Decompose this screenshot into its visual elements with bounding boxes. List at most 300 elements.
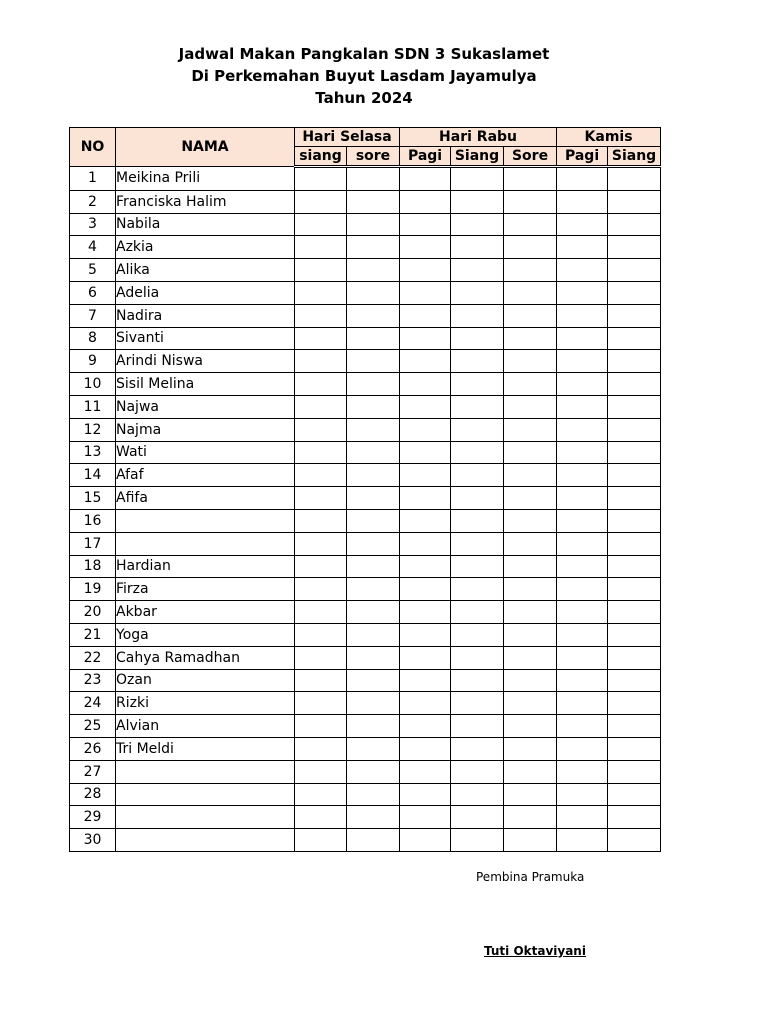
meal-cell-kamis-pagi [557,692,608,715]
table-row [70,441,661,464]
meal-cell-rabu-pagi [400,692,451,715]
meal-cell-kamis-siang [608,373,661,396]
table-row [70,623,661,646]
meal-cell-rabu-pagi [400,532,451,555]
table-row [70,829,661,852]
meal-cell-rabu-siang [451,213,504,236]
meal-cell-kamis-siang [608,167,661,191]
meal-cell-selasa-siang [295,327,347,350]
meal-cell-rabu-siang [451,167,504,191]
row-number: 9 [70,350,116,373]
meal-cell-kamis-siang [608,395,661,418]
meal-cell-rabu-pagi [400,213,451,236]
meal-cell-rabu-siang [451,464,504,487]
header-rabu-siang: Siang [451,147,504,167]
meal-cell-rabu-sore [504,213,557,236]
meal-cell-kamis-siang [608,737,661,760]
meal-schedule-table [69,127,661,852]
meal-cell-rabu-sore [504,692,557,715]
meal-cell-rabu-sore [504,350,557,373]
table-row [70,715,661,738]
row-number: 5 [70,259,116,282]
meal-cell-rabu-sore [504,190,557,213]
meal-cell-rabu-pagi [400,715,451,738]
row-name [116,829,295,852]
meal-cell-selasa-sore [347,190,400,213]
row-name: Najwa [116,395,295,418]
meal-cell-rabu-sore [504,373,557,396]
meal-cell-kamis-pagi [557,281,608,304]
meal-cell-kamis-siang [608,623,661,646]
meal-cell-rabu-pagi [400,167,451,191]
meal-cell-rabu-siang [451,509,504,532]
meal-cell-rabu-pagi [400,464,451,487]
table-row [70,692,661,715]
row-name: Cahya Ramadhan [116,646,295,669]
meal-cell-rabu-pagi [400,783,451,806]
meal-cell-selasa-sore [347,760,400,783]
meal-cell-rabu-siang [451,783,504,806]
meal-cell-rabu-siang [451,715,504,738]
row-number: 6 [70,281,116,304]
meal-cell-selasa-sore [347,373,400,396]
meal-cell-kamis-pagi [557,601,608,624]
row-name: Wati [116,441,295,464]
meal-cell-kamis-siang [608,327,661,350]
meal-cell-rabu-sore [504,715,557,738]
header-day-selasa: Hari Selasa [295,128,400,147]
meal-cell-selasa-siang [295,555,347,578]
row-number: 16 [70,509,116,532]
meal-cell-rabu-sore [504,783,557,806]
table-row [70,760,661,783]
meal-cell-rabu-sore [504,418,557,441]
meal-cell-rabu-sore [504,578,557,601]
meal-cell-selasa-sore [347,715,400,738]
row-name [116,783,295,806]
meal-cell-kamis-siang [608,646,661,669]
row-name: Nadira [116,304,295,327]
table-row [70,190,661,213]
meal-cell-selasa-siang [295,236,347,259]
meal-cell-selasa-siang [295,669,347,692]
meal-cell-selasa-siang [295,715,347,738]
meal-cell-rabu-sore [504,464,557,487]
meal-cell-selasa-sore [347,236,400,259]
row-name: Sivanti [116,327,295,350]
meal-cell-rabu-siang [451,281,504,304]
meal-cell-rabu-pagi [400,646,451,669]
table-row [70,350,661,373]
meal-cell-selasa-sore [347,783,400,806]
row-name: Najma [116,418,295,441]
table-row [70,532,661,555]
meal-cell-rabu-siang [451,806,504,829]
meal-cell-rabu-siang [451,236,504,259]
meal-cell-kamis-pagi [557,327,608,350]
meal-cell-kamis-pagi [557,555,608,578]
meal-cell-selasa-siang [295,509,347,532]
table-row [70,487,661,510]
table-row [70,464,661,487]
meal-cell-kamis-siang [608,213,661,236]
row-number: 4 [70,236,116,259]
row-number: 3 [70,213,116,236]
meal-cell-rabu-sore [504,737,557,760]
meal-cell-rabu-pagi [400,578,451,601]
meal-cell-kamis-pagi [557,646,608,669]
meal-cell-rabu-siang [451,259,504,282]
header-day-kamis: Kamis [557,128,661,147]
meal-cell-kamis-pagi [557,373,608,396]
signer-name: Tuti Oktaviyani [484,944,586,958]
meal-cell-rabu-sore [504,304,557,327]
meal-cell-kamis-siang [608,829,661,852]
meal-cell-selasa-siang [295,646,347,669]
meal-cell-selasa-sore [347,646,400,669]
meal-cell-selasa-siang [295,373,347,396]
meal-cell-selasa-siang [295,783,347,806]
meal-cell-selasa-siang [295,304,347,327]
meal-cell-rabu-pagi [400,760,451,783]
meal-cell-kamis-pagi [557,190,608,213]
row-name: Ozan [116,669,295,692]
meal-cell-rabu-siang [451,601,504,624]
meal-cell-kamis-siang [608,281,661,304]
row-name: Afaf [116,464,295,487]
meal-cell-rabu-siang [451,829,504,852]
meal-cell-selasa-sore [347,464,400,487]
meal-cell-rabu-sore [504,669,557,692]
row-number: 20 [70,601,116,624]
meal-cell-selasa-sore [347,555,400,578]
meal-cell-rabu-siang [451,737,504,760]
row-name [116,509,295,532]
meal-cell-rabu-siang [451,532,504,555]
meal-cell-kamis-pagi [557,350,608,373]
meal-cell-kamis-siang [608,555,661,578]
table-row [70,737,661,760]
meal-cell-selasa-siang [295,259,347,282]
meal-cell-rabu-pagi [400,259,451,282]
meal-cell-selasa-siang [295,167,347,191]
meal-cell-selasa-sore [347,601,400,624]
meal-cell-kamis-pagi [557,464,608,487]
meal-cell-kamis-siang [608,760,661,783]
meal-cell-selasa-sore [347,327,400,350]
meal-cell-selasa-sore [347,692,400,715]
table-row [70,304,661,327]
table-row [70,327,661,350]
meal-cell-kamis-pagi [557,441,608,464]
row-name: Rizki [116,692,295,715]
table-row [70,578,661,601]
meal-cell-selasa-sore [347,213,400,236]
meal-cell-kamis-pagi [557,806,608,829]
meal-cell-selasa-siang [295,601,347,624]
meal-cell-kamis-siang [608,464,661,487]
meal-cell-rabu-pagi [400,418,451,441]
row-name [116,806,295,829]
meal-cell-kamis-pagi [557,829,608,852]
meal-cell-rabu-siang [451,190,504,213]
row-number: 19 [70,578,116,601]
document-year: Tahun 2024 [315,89,413,107]
meal-cell-selasa-sore [347,829,400,852]
meal-cell-rabu-siang [451,692,504,715]
meal-cell-kamis-siang [608,509,661,532]
table-body [70,167,661,852]
header-kamis-pagi: Pagi [557,147,608,167]
meal-cell-rabu-sore [504,760,557,783]
table-row [70,373,661,396]
meal-cell-kamis-pagi [557,783,608,806]
meal-cell-rabu-pagi [400,190,451,213]
meal-cell-kamis-siang [608,259,661,282]
meal-cell-rabu-pagi [400,555,451,578]
meal-cell-rabu-sore [504,441,557,464]
meal-cell-kamis-siang [608,350,661,373]
row-number: 23 [70,669,116,692]
table-row [70,669,661,692]
meal-cell-rabu-sore [504,509,557,532]
meal-cell-kamis-siang [608,304,661,327]
meal-cell-rabu-siang [451,441,504,464]
meal-cell-kamis-siang [608,441,661,464]
row-number: 21 [70,623,116,646]
meal-cell-rabu-siang [451,487,504,510]
meal-cell-kamis-pagi [557,259,608,282]
table-row [70,806,661,829]
meal-cell-kamis-siang [608,487,661,510]
row-number: 13 [70,441,116,464]
meal-cell-rabu-siang [451,669,504,692]
meal-cell-rabu-sore [504,395,557,418]
meal-cell-kamis-siang [608,806,661,829]
meal-cell-selasa-siang [295,464,347,487]
meal-cell-selasa-sore [347,532,400,555]
meal-cell-selasa-sore [347,350,400,373]
table-row [70,555,661,578]
meal-cell-rabu-pagi [400,806,451,829]
meal-cell-kamis-siang [608,532,661,555]
header-nama: NAMA [116,128,295,167]
meal-cell-rabu-pagi [400,829,451,852]
table-row [70,646,661,669]
meal-cell-selasa-sore [347,259,400,282]
row-number: 27 [70,760,116,783]
header-day-rabu: Hari Rabu [400,128,557,147]
meal-cell-selasa-sore [347,737,400,760]
meal-cell-rabu-pagi [400,350,451,373]
table-row [70,236,661,259]
meal-cell-rabu-sore [504,487,557,510]
meal-cell-rabu-sore [504,829,557,852]
row-name: Tri Meldi [116,737,295,760]
meal-cell-selasa-siang [295,623,347,646]
meal-cell-rabu-sore [504,236,557,259]
meal-cell-selasa-siang [295,418,347,441]
meal-cell-kamis-pagi [557,737,608,760]
meal-cell-selasa-siang [295,281,347,304]
meal-cell-selasa-siang [295,441,347,464]
meal-cell-rabu-pagi [400,623,451,646]
row-name: Sisil Melina [116,373,295,396]
meal-cell-kamis-pagi [557,623,608,646]
row-name [116,532,295,555]
meal-cell-rabu-pagi [400,601,451,624]
table-row [70,601,661,624]
meal-cell-rabu-sore [504,646,557,669]
row-number: 8 [70,327,116,350]
row-name: Akbar [116,601,295,624]
meal-cell-selasa-siang [295,213,347,236]
meal-cell-selasa-siang [295,487,347,510]
row-number: 22 [70,646,116,669]
document-subtitle: Di Perkemahan Buyut Lasdam Jayamulya [191,67,537,85]
row-name: Alika [116,259,295,282]
meal-cell-rabu-siang [451,760,504,783]
meal-cell-kamis-pagi [557,395,608,418]
meal-cell-selasa-sore [347,578,400,601]
row-name: Adelia [116,281,295,304]
meal-cell-selasa-sore [347,441,400,464]
meal-cell-rabu-pagi [400,373,451,396]
meal-cell-selasa-sore [347,509,400,532]
meal-cell-kamis-pagi [557,487,608,510]
meal-cell-selasa-siang [295,395,347,418]
table-row [70,783,661,806]
meal-cell-selasa-siang [295,692,347,715]
meal-cell-rabu-sore [504,259,557,282]
row-name: Alvian [116,715,295,738]
document-title: Jadwal Makan Pangkalan SDN 3 Sukaslamet [178,45,550,63]
meal-cell-kamis-siang [608,418,661,441]
row-number: 7 [70,304,116,327]
meal-cell-kamis-siang [608,601,661,624]
row-number: 29 [70,806,116,829]
meal-cell-rabu-pagi [400,395,451,418]
table-row [70,259,661,282]
meal-cell-selasa-sore [347,395,400,418]
row-name: Afifa [116,487,295,510]
meal-cell-kamis-siang [608,190,661,213]
meal-cell-rabu-siang [451,623,504,646]
meal-cell-rabu-pagi [400,236,451,259]
row-number: 18 [70,555,116,578]
meal-cell-rabu-sore [504,806,557,829]
meal-cell-kamis-pagi [557,213,608,236]
meal-cell-kamis-pagi [557,578,608,601]
meal-cell-selasa-sore [347,418,400,441]
meal-cell-rabu-siang [451,578,504,601]
meal-cell-rabu-siang [451,373,504,396]
meal-cell-kamis-siang [608,236,661,259]
row-number: 30 [70,829,116,852]
meal-cell-kamis-pagi [557,509,608,532]
header-no: NO [70,128,116,167]
row-number: 15 [70,487,116,510]
row-name: Franciska Halim [116,190,295,213]
meal-cell-rabu-sore [504,623,557,646]
meal-cell-rabu-sore [504,532,557,555]
meal-cell-rabu-sore [504,327,557,350]
row-name: Azkia [116,236,295,259]
meal-cell-kamis-pagi [557,304,608,327]
meal-cell-kamis-pagi [557,532,608,555]
table-row [70,281,661,304]
row-name: Meikina Prili [116,167,295,191]
meal-cell-selasa-siang [295,806,347,829]
meal-cell-rabu-siang [451,327,504,350]
row-number: 11 [70,395,116,418]
meal-cell-kamis-pagi [557,167,608,191]
row-name: Yoga [116,623,295,646]
meal-cell-selasa-sore [347,304,400,327]
meal-cell-kamis-siang [608,669,661,692]
row-number: 1 [70,167,116,191]
meal-cell-kamis-pagi [557,236,608,259]
row-name [116,760,295,783]
meal-cell-rabu-siang [451,646,504,669]
meal-cell-selasa-sore [347,167,400,191]
meal-cell-rabu-pagi [400,281,451,304]
row-number: 10 [70,373,116,396]
row-name: Hardian [116,555,295,578]
row-name: Arindi Niswa [116,350,295,373]
meal-cell-rabu-siang [451,555,504,578]
meal-cell-rabu-sore [504,167,557,191]
table-row [70,213,661,236]
meal-cell-rabu-pagi [400,737,451,760]
meal-cell-kamis-siang [608,783,661,806]
meal-cell-kamis-pagi [557,760,608,783]
meal-cell-kamis-siang [608,715,661,738]
meal-cell-rabu-sore [504,555,557,578]
meal-cell-selasa-siang [295,190,347,213]
table-row [70,167,661,191]
meal-cell-rabu-pagi [400,669,451,692]
meal-cell-selasa-siang [295,578,347,601]
table-row [70,395,661,418]
table-row [70,418,661,441]
meal-cell-kamis-pagi [557,715,608,738]
header-rabu-pagi: Pagi [400,147,451,167]
row-number: 2 [70,190,116,213]
meal-cell-selasa-siang [295,532,347,555]
row-number: 24 [70,692,116,715]
meal-cell-kamis-pagi [557,669,608,692]
meal-cell-kamis-siang [608,578,661,601]
meal-cell-rabu-pagi [400,487,451,510]
meal-cell-selasa-sore [347,281,400,304]
meal-cell-rabu-pagi [400,441,451,464]
row-number: 14 [70,464,116,487]
row-name: Nabila [116,213,295,236]
meal-cell-kamis-pagi [557,418,608,441]
meal-cell-selasa-siang [295,350,347,373]
header-selasa-sore: sore [347,147,400,167]
meal-cell-selasa-sore [347,669,400,692]
row-number: 25 [70,715,116,738]
meal-cell-selasa-sore [347,623,400,646]
header-kamis-siang: Siang [608,147,661,167]
row-number: 26 [70,737,116,760]
meal-cell-rabu-pagi [400,304,451,327]
row-number: 28 [70,783,116,806]
meal-cell-kamis-siang [608,692,661,715]
meal-cell-selasa-sore [347,487,400,510]
